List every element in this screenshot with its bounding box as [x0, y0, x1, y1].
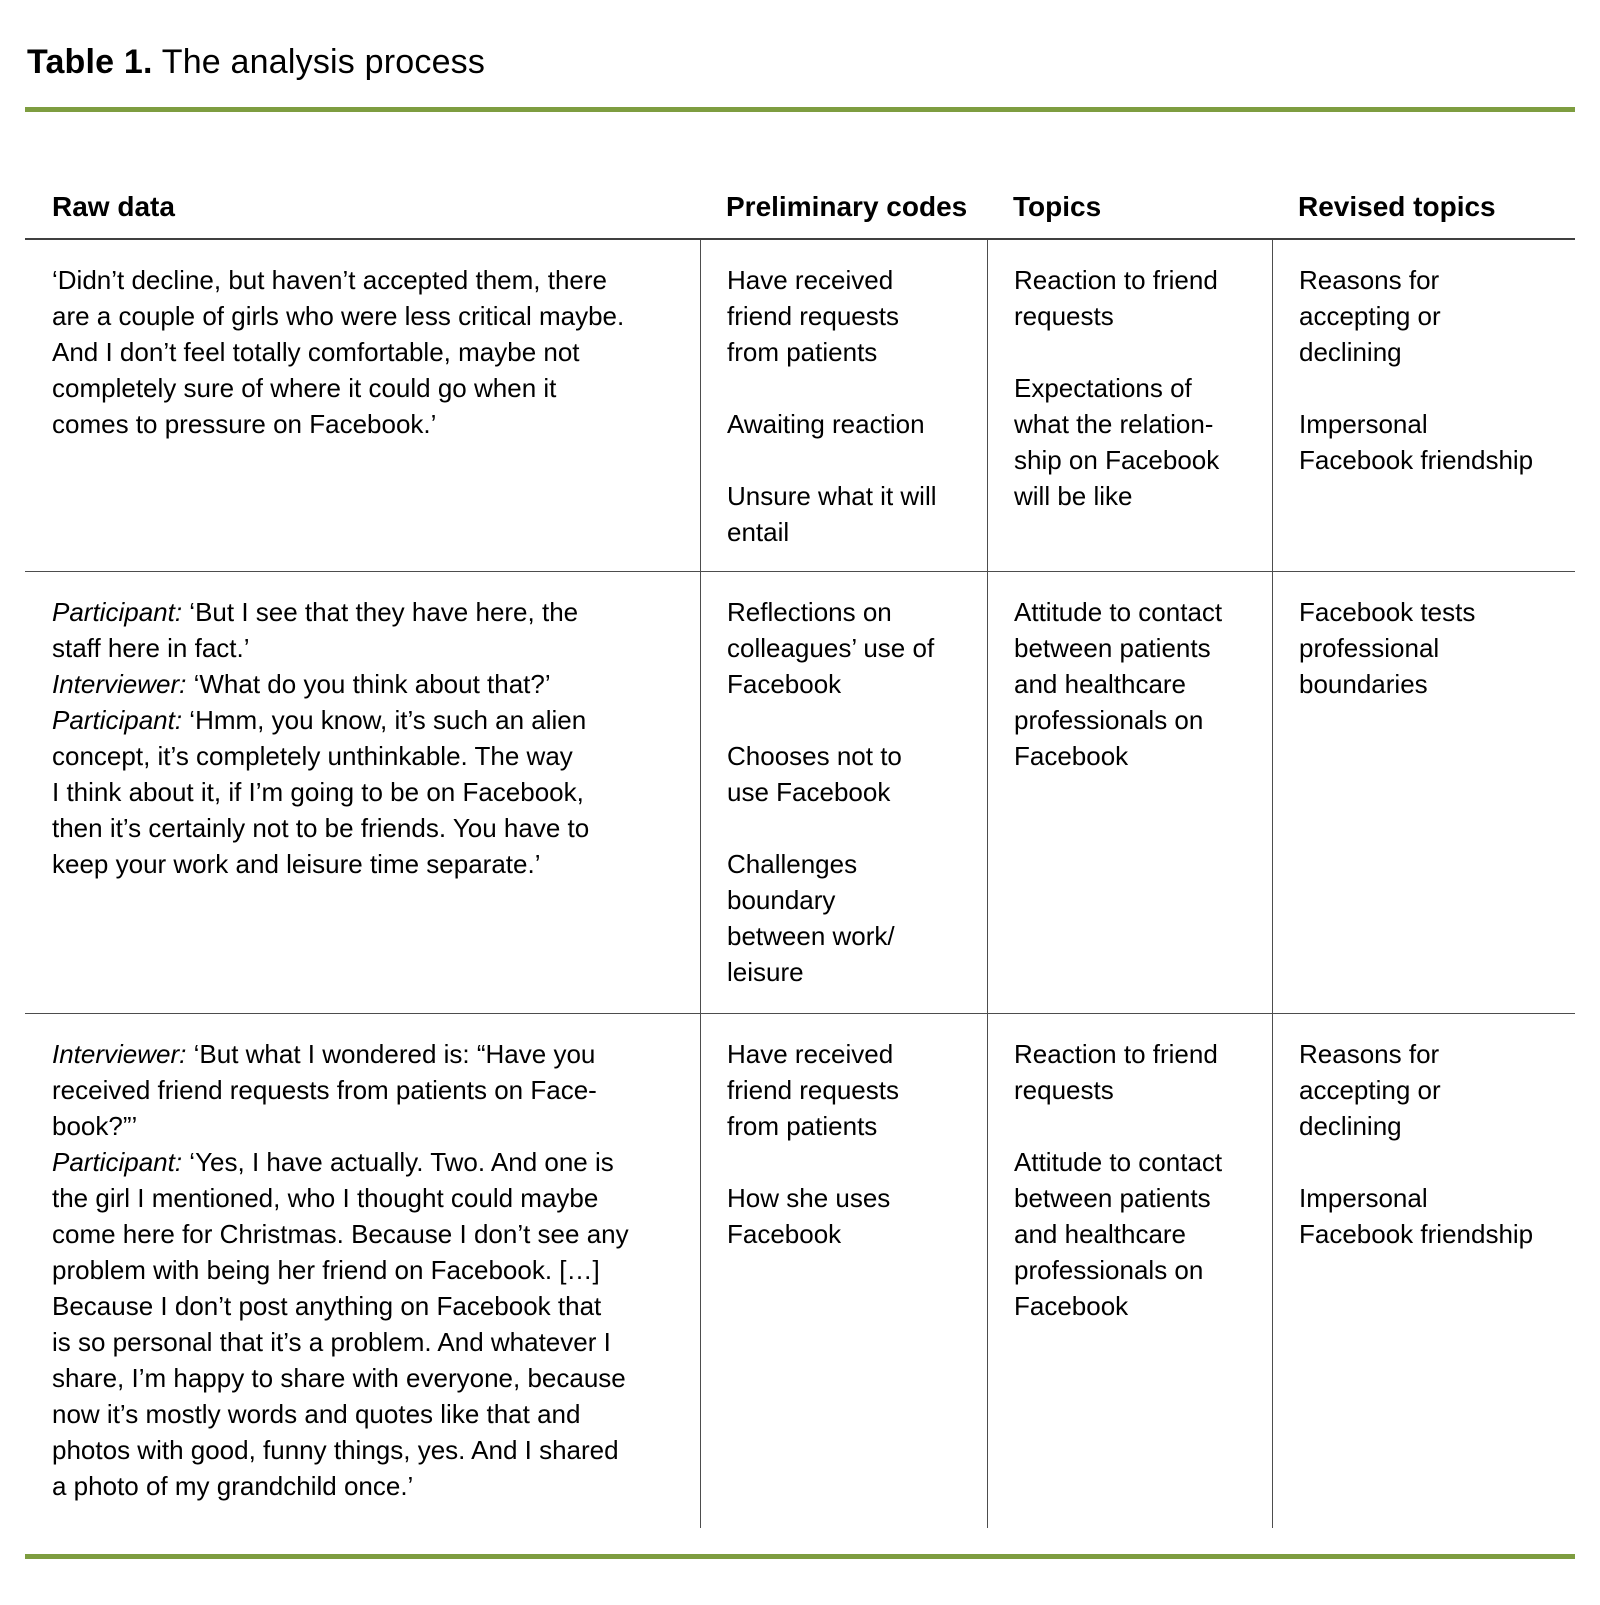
cell-paragraph: Unsure what it will entail	[727, 481, 937, 547]
table-cell	[700, 572, 987, 1013]
column-header-revised-topics: Revised topics	[1298, 191, 1496, 222]
table-cell	[700, 1014, 987, 1528]
cell-paragraph: Facebook tests professional boundaries	[1299, 597, 1476, 699]
column-header-topics: Topics	[1013, 191, 1102, 222]
table-row	[25, 572, 1575, 1014]
cell-paragraph: Reaction to friend requests	[1014, 1039, 1218, 1105]
cell-paragraph: Attitude to contact between patients and healthcare professionals on Facebook	[1014, 1147, 1223, 1321]
cell-paragraph: Reflections on colleagues’ use of Facebook	[727, 597, 935, 699]
table-cell	[987, 240, 1272, 571]
table-cell	[700, 240, 987, 571]
table-row	[25, 240, 1575, 572]
column-header-raw-data: Raw data	[52, 191, 175, 222]
cell-paragraph: Reaction to friend requests	[1014, 265, 1218, 331]
table-cell	[987, 572, 1272, 1013]
cell-paragraph: Impersonal Facebook friendship	[1299, 409, 1534, 475]
table-cell	[1272, 572, 1575, 1013]
cell-paragraph: Participant: ‘But I see that they have here, the staff here in fact.’ Interviewer: ‘What do you think about that?’ Participant: ‘Hmm, you know, it’s such an alien concept, it’s completely unthinkable. The way I think about it, if I’m going to be on Facebook, then it’s certainly not to be friends. You have to keep your work and leisure time separate.’	[52, 597, 590, 879]
table-cell	[1272, 240, 1575, 571]
cell-paragraph: Impersonal Facebook friendship	[1299, 1183, 1534, 1249]
bottom-accent-rule	[25, 1554, 1575, 1559]
table-cell	[25, 1014, 700, 1528]
table-cell	[987, 1014, 1272, 1528]
table-row	[25, 1014, 1575, 1528]
table-title-label: Table 1.	[27, 43, 153, 81]
cell-paragraph: Have received friend requests from patients	[727, 265, 899, 367]
cell-paragraph: Have received friend requests from patients	[727, 1039, 899, 1141]
cell-paragraph: Challenges boundary between work/ leisure	[727, 849, 895, 987]
table-cell	[25, 240, 700, 571]
cell-paragraph: Expectations of what the relation- ship on Facebook will be like	[1014, 373, 1220, 511]
cell-paragraph: Reasons for accepting or declining	[1299, 265, 1441, 367]
table-title	[25, 0, 1575, 84]
cell-paragraph: Reasons for accepting or declining	[1299, 1039, 1441, 1141]
table-cell	[25, 572, 700, 1013]
table-header-row	[25, 112, 1575, 240]
cell-paragraph: ‘Didn’t decline, but haven’t accepted them, there are a couple of girls who were less critical maybe. And I don’t feel totally comfortable, maybe not completely sure of where it could go when it comes to pressure on Facebook.’	[52, 265, 625, 439]
cell-paragraph: Chooses not to use Facebook	[727, 741, 902, 807]
cell-paragraph: Interviewer: ‘But what I wondered is: “Have you received friend requests from patients on Face- book?”’ Participant: ‘Yes, I have actually. Two. And one is the girl I mentioned, who I thought could maybe come here for Christmas. Because I don’t see any problem with being her friend on Facebook. […] Because I don’t post anything on Facebook that is so personal that it’s a problem. And whatever I share, I’m happy to share with everyone, because now it’s mostly words and quotes like that and photos with good, funny things, yes. And I shared a photo of my grandchild once.’	[52, 1039, 629, 1501]
cell-paragraph: Awaiting reaction	[727, 409, 925, 439]
table-body	[25, 240, 1575, 1528]
table-title-text: The analysis process	[152, 43, 486, 81]
cell-paragraph: Attitude to contact between patients and healthcare professionals on Facebook	[1014, 597, 1223, 771]
table-cell	[1272, 1014, 1575, 1528]
column-header-preliminary-codes: Preliminary codes	[726, 191, 968, 222]
cell-paragraph: How she uses Facebook	[727, 1183, 891, 1249]
